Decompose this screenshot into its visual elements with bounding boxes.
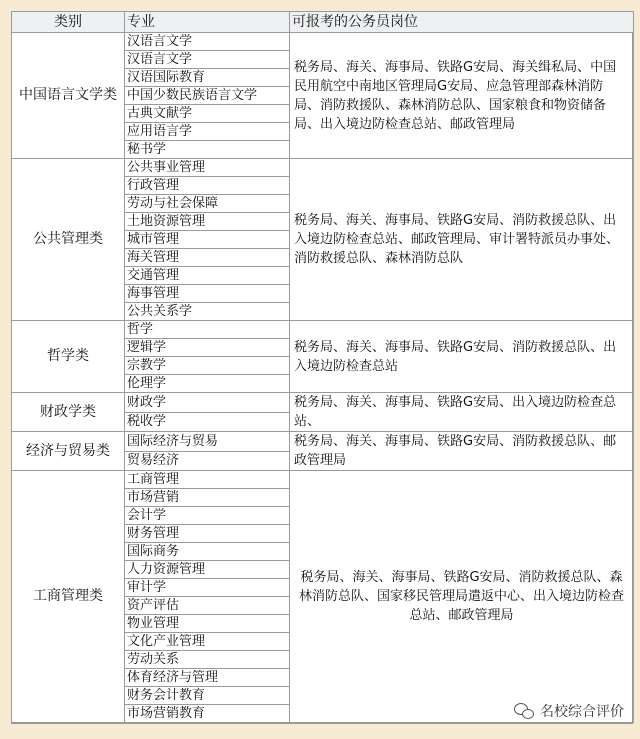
- major-cell: 人力资源管理: [125, 561, 290, 579]
- major-cell: 宗教学: [125, 357, 290, 375]
- positions-cell: 税务局、海关、海事局、铁路G安局、消防救援总队、出入境边防检查总站、邮政管理局、审计署特派员办事处、消防救援总队、森林消防总队: [290, 159, 634, 321]
- major-cell: 税收学: [125, 412, 290, 432]
- major-cell: 市场营销: [125, 489, 290, 507]
- major-cell: 土地资源管理: [125, 213, 290, 231]
- major-cell: 劳动与社会保障: [125, 195, 290, 213]
- major-cell: 伦理学: [125, 375, 290, 393]
- table-row: [12, 393, 634, 413]
- positions-cell: 税务局、海关、海事局、铁路G安局、消防救援总队、森林消防总队、国家移民管理局遣返中心、出入境边防检查总站、邮政管理局: [290, 471, 634, 723]
- major-cell: 海关管理: [125, 249, 290, 267]
- major-cell: 交通管理: [125, 267, 290, 285]
- major-cell: 劳动关系: [125, 651, 290, 669]
- major-cell: 行政管理: [125, 177, 290, 195]
- major-cell: 国际商务: [125, 543, 290, 561]
- major-cell: 审计学: [125, 579, 290, 597]
- major-cell: 中国少数民族语言文学: [125, 87, 290, 105]
- category-cell: 中国语言文学类: [12, 33, 125, 159]
- category-cell: 公共管理类: [12, 159, 125, 321]
- major-cell: 工商管理: [125, 471, 290, 489]
- positions-cell: 税务局、海关、海事局、铁路G安局、出入境边防检查总站、: [290, 393, 634, 432]
- category-cell: 工商管理类: [12, 471, 125, 723]
- major-cell: 公共关系学: [125, 303, 290, 321]
- major-cell: 市场营销教育: [125, 705, 290, 723]
- major-cell: 汉语国际教育: [125, 69, 290, 87]
- major-cell: 哲学: [125, 321, 290, 339]
- major-cell: 财政学: [125, 393, 290, 413]
- watermark: [514, 701, 624, 721]
- header-major: 专业: [125, 12, 290, 33]
- category-cell: 财政学类: [12, 393, 125, 432]
- major-cell: 体育经济与管理: [125, 669, 290, 687]
- major-cell: 会计学: [125, 507, 290, 525]
- major-cell: 古典文献学: [125, 105, 290, 123]
- major-cell: 国际经济与贸易: [125, 432, 290, 452]
- major-cell: 贸易经济: [125, 451, 290, 471]
- major-cell: 城市管理: [125, 231, 290, 249]
- table-row: [12, 432, 634, 452]
- majors-table: [11, 11, 634, 723]
- major-cell: 公共事业管理: [125, 159, 290, 177]
- category-cell: 经济与贸易类: [12, 432, 125, 471]
- major-cell: 秘书学: [125, 141, 290, 159]
- positions-cell: 税务局、海关、海事局、铁路G安局、消防救援总队、邮政管理局: [290, 432, 634, 471]
- major-cell: 财务管理: [125, 525, 290, 543]
- major-cell: 海事管理: [125, 285, 290, 303]
- major-cell: 汉语言文学: [125, 33, 290, 51]
- table-row: [12, 159, 634, 177]
- major-cell: 财务会计教育: [125, 687, 290, 705]
- major-cell: 文化产业管理: [125, 633, 290, 651]
- watermark-text: 名校综合评价: [540, 704, 624, 720]
- table-row: [12, 471, 634, 489]
- spreadsheet: [11, 11, 633, 724]
- major-cell: 资产评估: [125, 597, 290, 615]
- major-cell: 逻辑学: [125, 339, 290, 357]
- table-row: [12, 321, 634, 339]
- major-cell: 应用语言学: [125, 123, 290, 141]
- wechat-icon: [514, 703, 534, 719]
- header-category: 类别: [12, 12, 125, 33]
- positions-cell: 税务局、海关、海事局、铁路G安局、海关缉私局、中国民用航空中南地区管理局G安局、应急管理部森林消防局、消防救援队、森林消防总队、国家粮食和物资储备局、出入境边防检查总站、邮政管理局: [290, 33, 634, 159]
- major-cell: 物业管理: [125, 615, 290, 633]
- table-row: [12, 33, 634, 51]
- major-cell: 汉语言文学: [125, 51, 290, 69]
- header-positions: 可报考的公务员岗位: [290, 12, 634, 33]
- category-cell: 哲学类: [12, 321, 125, 393]
- positions-cell: 税务局、海关、海事局、铁路G安局、消防救援总队、出入境边防检查总站: [290, 321, 634, 393]
- header-row: [12, 12, 634, 33]
